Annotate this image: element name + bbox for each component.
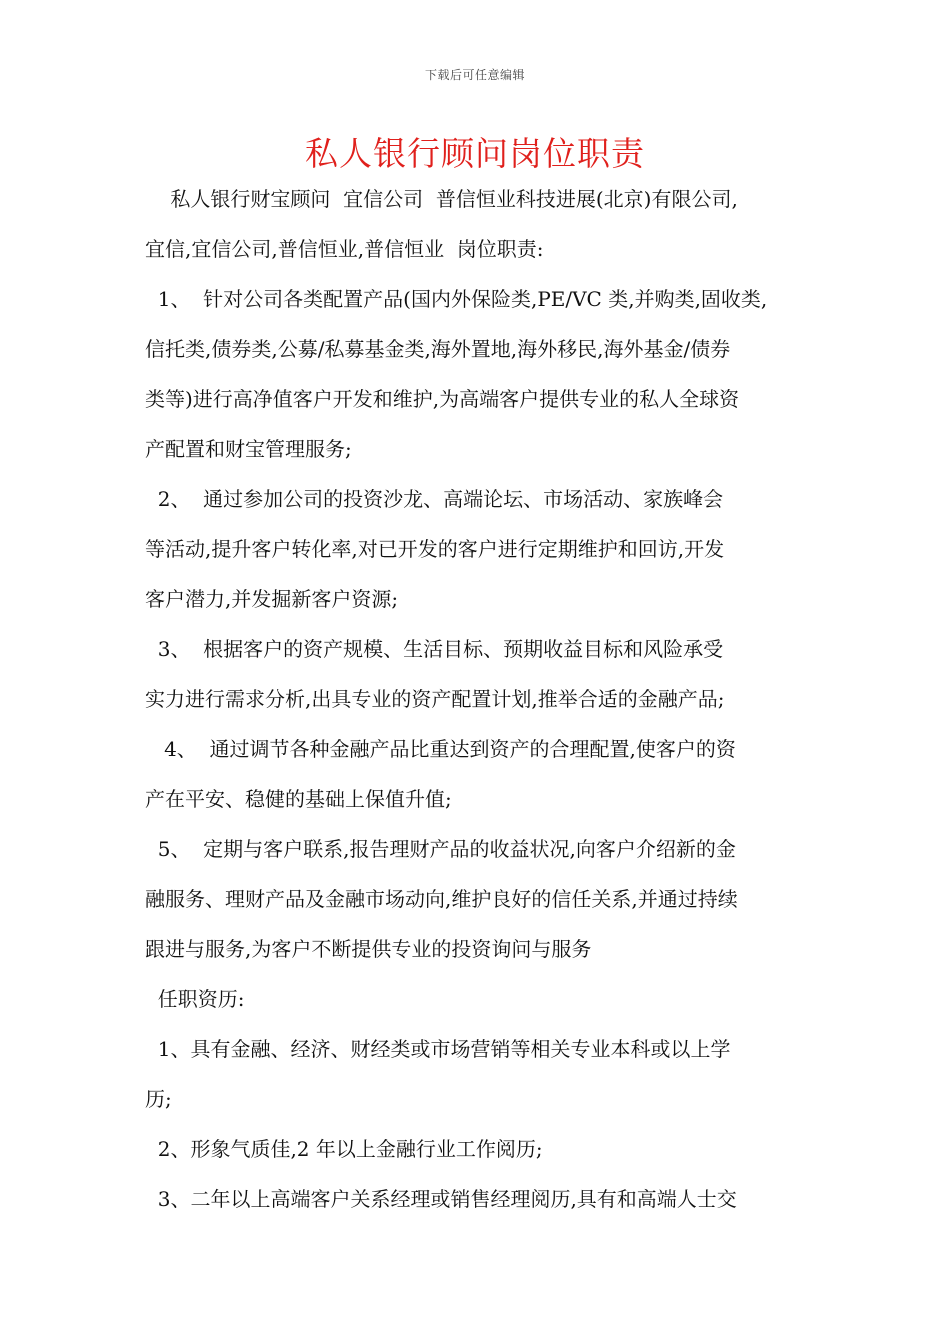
header-note: 下载后可任意编辑 — [424, 68, 525, 82]
paragraph-duty-4 — [145, 724, 820, 824]
document-title: 私人银行顾问岗位职责 — [305, 134, 645, 173]
text-line: 5、 定期与客户联系,报告理财产品的收益状况,向客户介绍新的金 — [145, 837, 736, 861]
paragraph-qualification-3 — [145, 1174, 820, 1224]
text-line: 4、 通过调节各种金融产品比重达到资产的合理配置,使客户的资 — [145, 737, 736, 761]
text-line: 历; — [145, 1087, 172, 1111]
text-line: 私人银行财宝顾问 宜信公司 普信恒业科技进展(北京)有限公司, — [145, 187, 738, 211]
paragraph-duty-1 — [145, 274, 820, 474]
text-line: 3、二年以上高端客户关系经理或销售经理阅历,具有和高端人士交 — [145, 1187, 737, 1211]
paragraph-duty-2 — [145, 474, 820, 624]
text-line: 产在平安、稳健的基础上保值升值; — [145, 787, 452, 811]
paragraph-qualification-2 — [145, 1124, 820, 1174]
text-line: 2、 通过参加公司的投资沙龙、高端论坛、市场活动、家族峰会 — [145, 487, 724, 511]
qualifications-heading — [145, 974, 820, 1024]
text-line: 3、 根据客户的资产规模、生活目标、预期收益目标和风险承受 — [145, 637, 724, 661]
text-line: 任职资历: — [145, 987, 245, 1011]
text-line: 1、 针对公司各类配置产品(国内外保险类,PE/VC 类,并购类,固收类, — [145, 287, 768, 311]
paragraph-duty-5 — [145, 824, 820, 974]
text-line: 信托类,债券类,公募/私募基金类,海外置地,海外移民,海外基金/债券 — [145, 337, 731, 361]
text-line: 类等)进行高净值客户开发和维护,为高端客户提供专业的私人全球资 — [145, 387, 740, 411]
text-line: 等活动,提升客户转化率,对已开发的客户进行定期维护和回访,开发 — [145, 537, 725, 561]
text-line: 跟进与服务,为客户不断提供专业的投资询问与服务 — [145, 937, 592, 961]
text-line: 宜信,宜信公司,普信恒业,普信恒业 岗位职责: — [145, 237, 544, 261]
paragraph-intro — [145, 174, 820, 274]
text-line: 产配置和财宝管理服务; — [145, 437, 352, 461]
text-line: 融服务、理财产品及金融市场动向,维护良好的信任关系,并通过持续 — [145, 887, 738, 911]
text-line: 实力进行需求分析,出具专业的资产配置计划,推举合适的金融产品; — [145, 687, 725, 711]
paragraph-qualification-1 — [145, 1024, 820, 1124]
paragraph-duty-3 — [145, 624, 820, 724]
text-line: 1、具有金融、经济、财经类或市场营销等相关专业本科或以上学 — [145, 1037, 731, 1061]
document-body — [145, 174, 820, 1224]
text-line: 客户潜力,并发掘新客户资源; — [145, 587, 399, 611]
text-line: 2、形象气质佳,2 年以上金融行业工作阅历; — [145, 1137, 543, 1161]
